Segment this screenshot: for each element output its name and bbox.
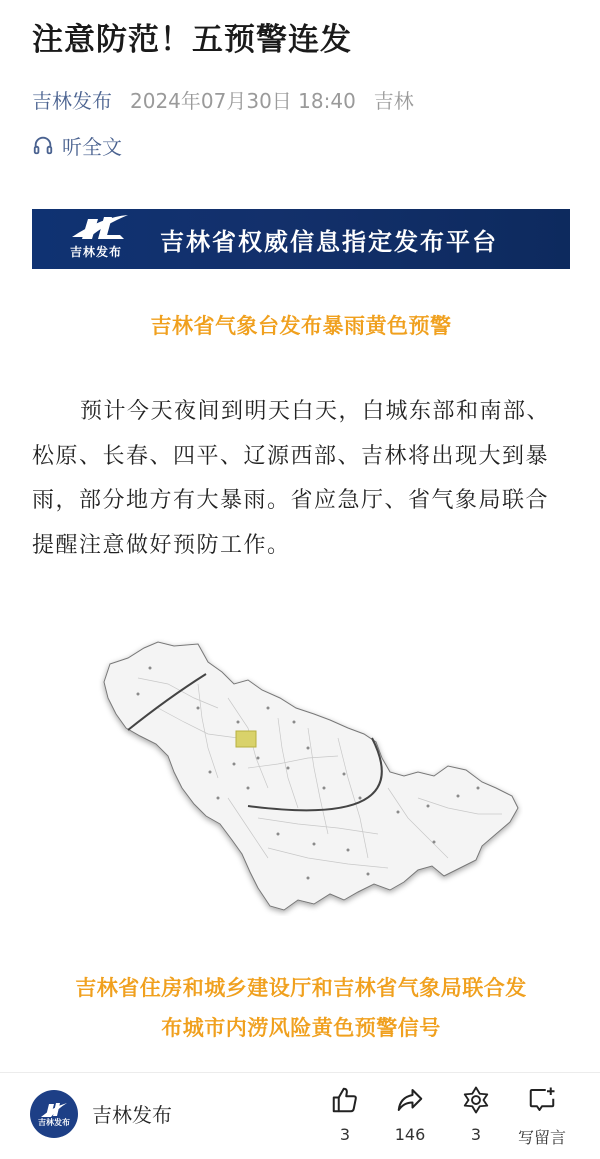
province-outline: [104, 642, 518, 910]
favorite-button[interactable]: [446, 1085, 506, 1144]
article-title: 注意防范！五预警连发: [32, 22, 352, 58]
avatar-text: 吉林发布: [38, 1116, 70, 1127]
publish-time: 2024年07月30日 18:40: [130, 88, 356, 113]
write-comment-button[interactable]: [512, 1085, 572, 1148]
publish-region: 吉林: [373, 88, 414, 113]
article-meta: [32, 84, 414, 114]
share-button[interactable]: [380, 1085, 440, 1144]
yellow-warning-area: [236, 731, 256, 747]
comment-plus-icon: [527, 1085, 557, 1115]
like-count: 3: [339, 1125, 351, 1144]
platform-banner: [32, 209, 570, 269]
section-heading-waterlogging: [32, 968, 570, 1048]
like-button[interactable]: [315, 1085, 375, 1144]
source-account-link[interactable]: 吉林发布: [32, 88, 112, 113]
comment-label: 写留言: [517, 1128, 566, 1147]
favorite-count: 3: [470, 1125, 482, 1144]
listen-full-text-button[interactable]: [32, 130, 122, 160]
banner-logo-text: 吉林发布: [70, 245, 123, 259]
listen-label: 听全文: [62, 134, 122, 159]
section-heading-line-1: 吉林省住房和城乡建设厅和吉林省气象局联合发: [75, 976, 527, 1000]
jilin-fabu-logo: [32, 209, 142, 269]
bottom-action-bar: [0, 1072, 600, 1159]
article-paragraph: 预计今天夜间到明天白天，白城东部和南部、松原、长春、四平、辽源西部、吉林将出现大到暴雨，部分地方有大暴雨。省应急厅、省气象局联合提醒注意做好预防工作。: [32, 399, 551, 558]
banner-text: 吉林省权威信息指定发布平台: [160, 227, 498, 256]
favorite-icon: [461, 1085, 491, 1115]
thumbs-up-icon: [330, 1085, 360, 1115]
account-name[interactable]: 吉林发布: [92, 1103, 172, 1127]
share-arrow-icon: [395, 1085, 425, 1115]
section-heading-line-2: 布城市内涝风险黄色预警信号: [161, 1016, 441, 1040]
account-avatar[interactable]: [30, 1090, 78, 1138]
rainstorm-warning-map[interactable]: [98, 638, 523, 916]
headphones-icon: [32, 134, 54, 156]
section-heading-rainstorm: 吉林省气象台发布暴雨黄色预警: [150, 314, 452, 338]
share-count: 146: [394, 1125, 426, 1144]
